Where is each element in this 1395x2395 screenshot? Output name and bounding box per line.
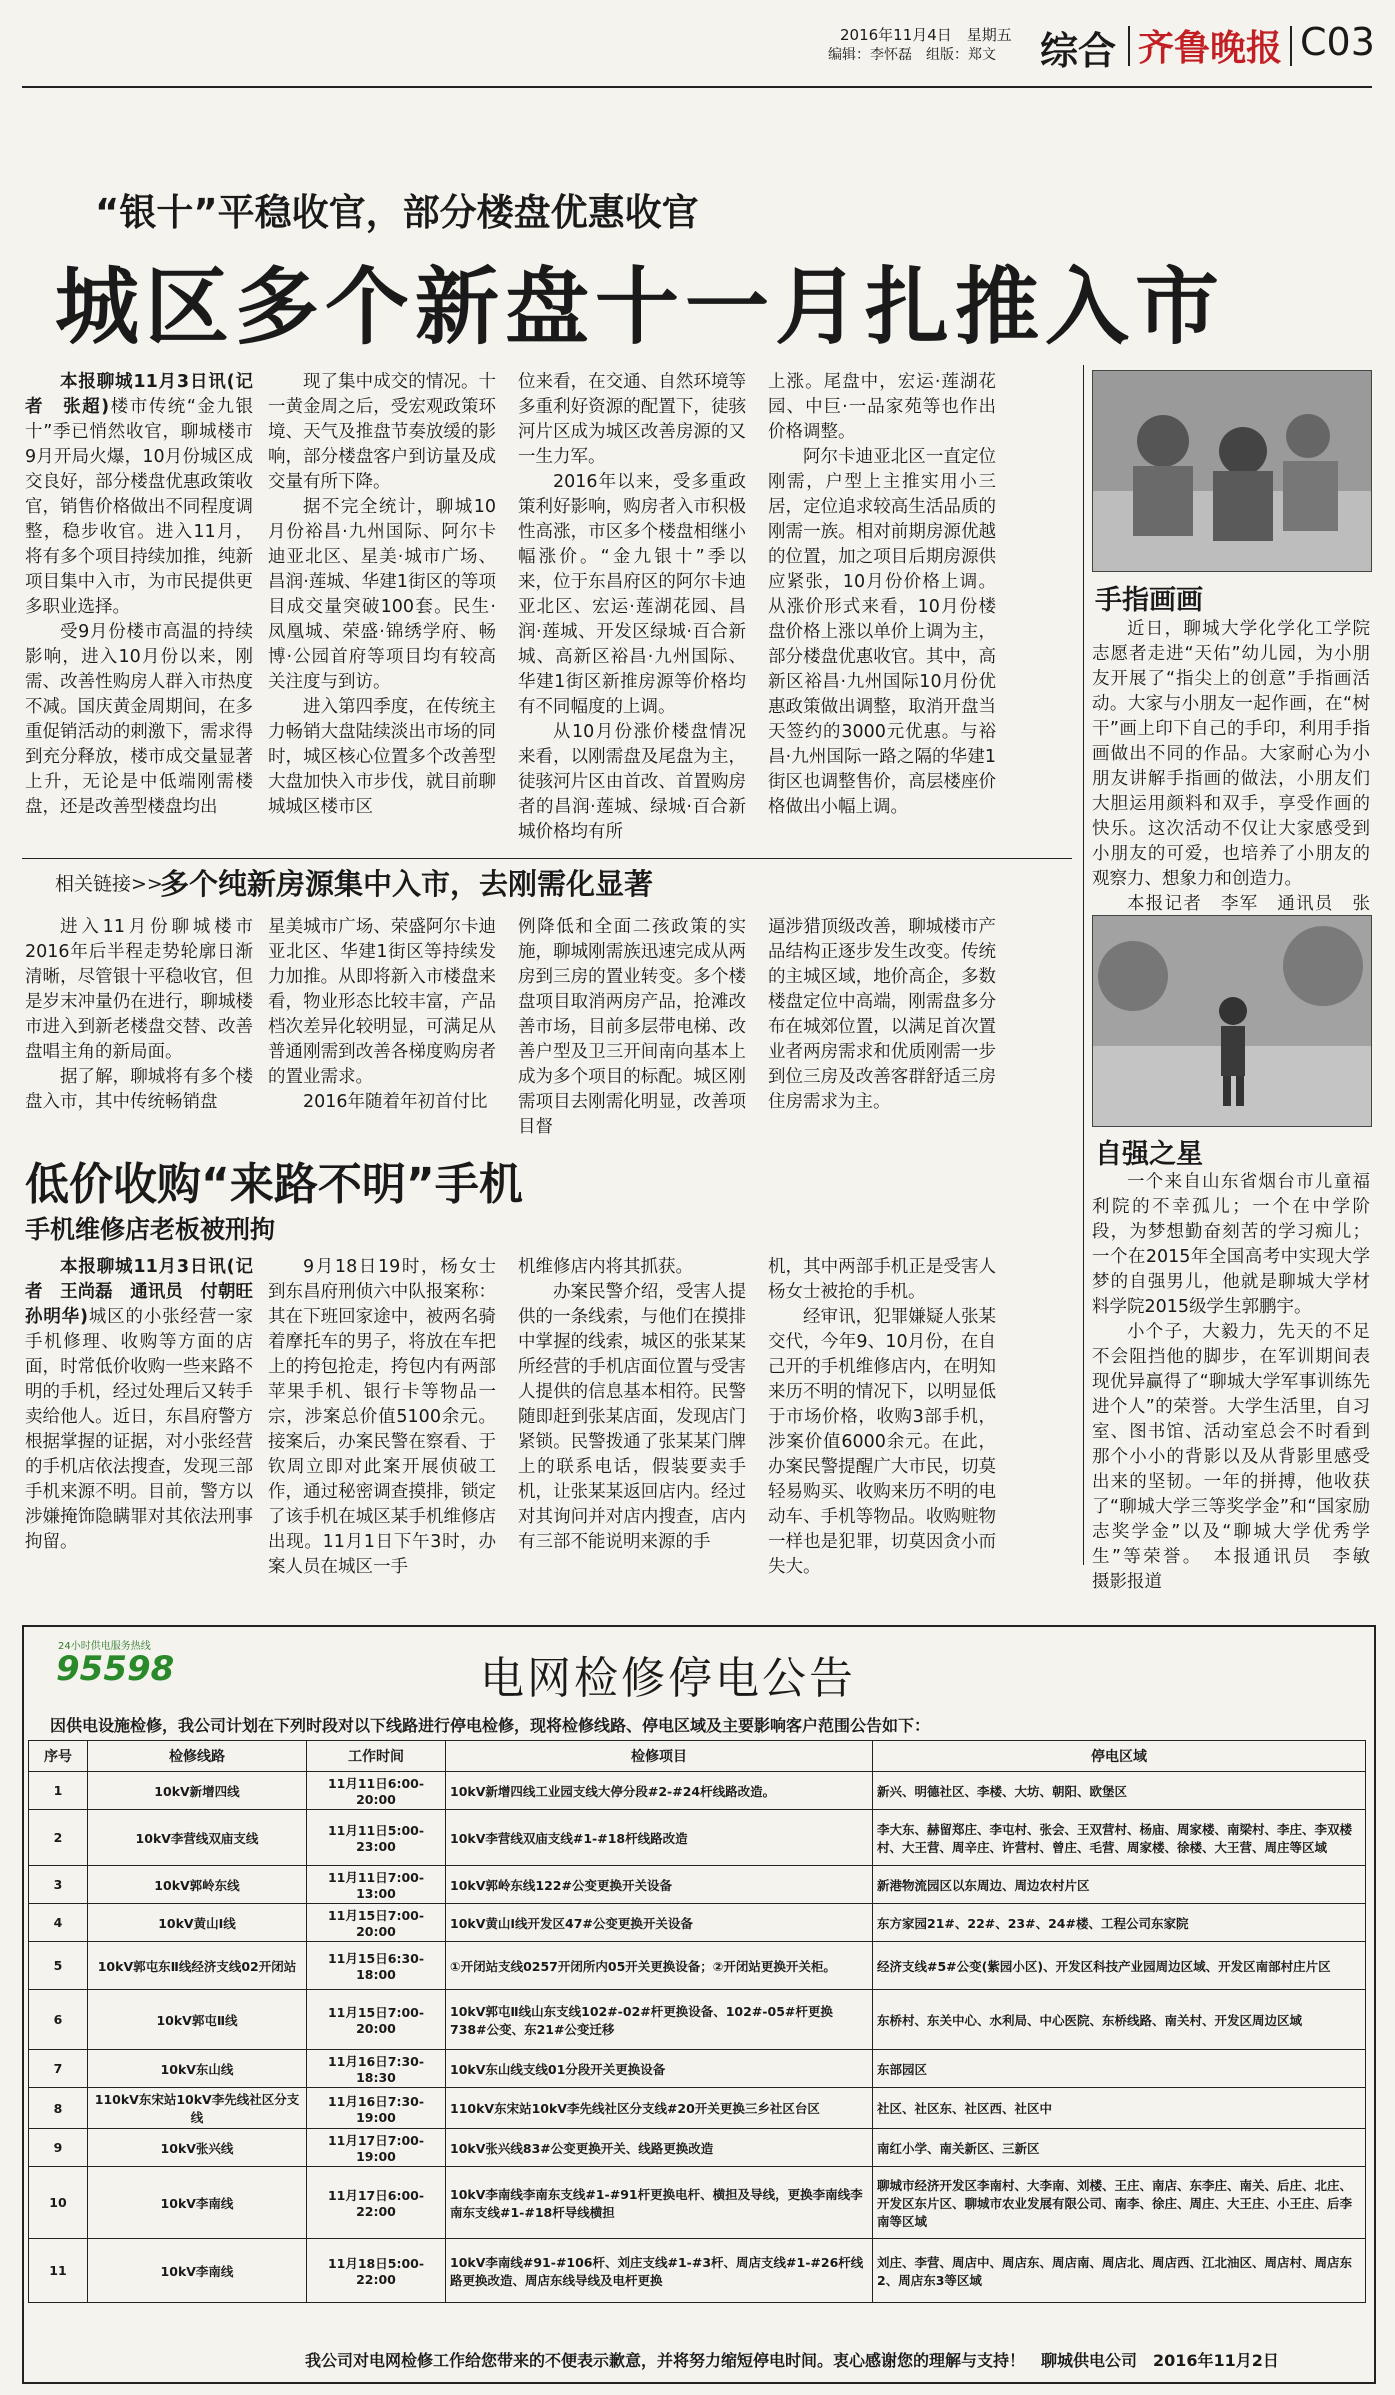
maintenance-item: 10kV李营线双庙支线#1-#18杆线路改造 [446,1810,873,1866]
lead-byline: 本报聊城11月3日讯(记者 张超) [25,372,253,417]
lead-headline: 城区多个新盘十一月扎推入市 [55,258,1226,356]
self-reliance-star-caption: 一个来自山东省烟台市儿童福利院的不幸孤儿；一个在中学阶段，为梦想勤奋刻苦的学习痴儿；一个在2015年全国高考中实现大学梦的自强男儿，他就是聊城大学材料学院2015级学生郭鹏宇。 小个子，大毅力，先天的不足不会阻挡他的脚步，在军训期间表现优异赢得了“聊城大学军事训练先进个人”的荣誉。大学生活里，自习室、图书馆、活动室总会不时看到那个小小的背影以及从背影里感受出来的坚韧。一年的拼搏，他收获了“聊城大学三等奖学金”和“国家励志奖学金”以及“聊城大学优秀学生”等荣誉。 本报通讯员 李敏 摄影报道 [1092,1172,1388,1592]
related-link-tag: 相关链接>> [55,873,163,895]
section-rule [22,858,1072,859]
work-time: 11月11日7:00-13:00 [307,1866,446,1904]
row-number: 5 [29,1942,88,1990]
self-reliance-star-photo [1092,915,1372,1127]
maintenance-item: 10kV郭岭东线122#公变更换开关设备 [446,1866,873,1904]
work-time: 11月15日7:00-20:00 [307,1904,446,1942]
lead-column-2: 现了集中成交的情况。十一黄金周之后，受宏观政策环境、天气及推盘节奏放缓的影响，部分楼盘客户到访量及成交量有所下降。 据不完全统计，聊城10月份裕昌·九州国际、阿尔卡迪亚北区、星美·城市广场、昌润·莲城、华建1街区的等项目成交量突破100套。民生·凤凰城、荣盛·锦绣学府、畅博·公园首府等项目均有较高关注度与到访。 进入第四季度，在传统主力畅销大盘陆续淡出市场的同时，城区核心位置多个改善型大盘加快入市步伐，就目前聊城城区楼市区 [268,372,496,817]
work-time: 11月11日5:00-23:00 [307,1810,446,1866]
outage-table-row [29,1990,1366,2050]
phone-byline: 本报聊城11月3日讯(记者 王尚磊 通讯员 付朝旺 孙明华) [25,1257,271,1327]
notice-title: 电网检修停电公告 [480,1653,856,1704]
finger-painting-title: 手指画画 [1095,585,1203,616]
outage-area: 东桥村、东关中心、水利局、中心医院、东桥线路、南关村、开发区周边区域 [873,1990,1366,2050]
phone-story-headline: 低价收购“来路不明”手机 [25,1159,523,1210]
maintenance-item: ①开闭站支线0257开闭所内05开关更换设备；②开闭站更换开关柜。 [446,1942,873,1990]
row-number: 11 [29,2239,88,2303]
power-hotline-logo: 24小时供电服务热线 95598 [56,1641,175,1689]
row-number: 3 [29,1866,88,1904]
finger-painting-photo [1092,370,1372,572]
outage-table-header: 序号 检修线路 工作时间 检修项目 停电区域 [29,1741,1366,1772]
maintenance-line: 10kV李南线 [88,2167,307,2239]
outage-table-row [29,2088,1366,2129]
row-number: 9 [29,2129,88,2167]
maintenance-item: 10kV东山线支线01分段开关更换设备 [446,2050,873,2088]
maintenance-item: 110kV东宋站10kV李先线社区分支线#20开关更换三乡社区台区 [446,2088,873,2129]
outage-table-row [29,1772,1366,1810]
newspaper-brand: 齐鲁晚报 [1138,27,1283,69]
maintenance-item: 10kV郭屯Ⅱ线山东支线102#-02#杆更换设备、102#-05#杆更换738#公变、东21#公变迁移 [446,1990,873,2050]
work-time: 11月17日6:00-22:00 [307,2167,446,2239]
notice-intro: 因供电设施检修，我公司计划在下列时段对以下线路进行停电检修，现将检修线路、停电区域及主要影响客户范围公告如下： [50,1716,931,1735]
outage-table-row [29,2129,1366,2167]
outage-table-row [29,2239,1366,2303]
lead-column-4: 上涨。尾盘中，宏运·莲湖花园、中巨·一品家苑等也作出价格调整。 阿尔卡迪亚北区一直定位刚需，户型上主推实用小三居，定位追求较高生活品质的刚需一族。相对前期房源优越的位置，加之项目后期房源供应紧张，10月份价格上调。从涨价形式来看，10月份楼盘价格上涨以单价上调为主，部分楼盘优惠收官。其中，高新区裕昌·九州国际10月份优惠政策做出调整，取消开盘当天签约的3000元优惠。与裕昌·九州国际一路之隔的华建1街区也调整售价，高层楼座价格做出小幅上调。 [768,372,996,817]
phone-column-4: 机，其中两部手机正是受害人杨女士被抢的手机。 经审讯，犯罪嫌疑人张某交代，今年9、10月份，在自己开的手机维修店内，在明知来历不明的情况下，以明显低于市场价格，收购3部手机，涉案价值6000余元。在此，办案民警提醒广大市民，切莫轻易购买、收购来历不明的电动车、手机等物品。收购赃物一样也是犯罪，切莫因贪小而失大。 [768,1257,996,1577]
phone-column-2: 9月18日19时，杨女士到东昌府刑侦六中队报案称：其在下班回家途中，被两名骑着摩托车的男子，将放在车把上的挎包抢走，挎包内有两部苹果手机、银行卡等物品一宗，涉案总价值5100余元。接案后，办案民警在察看、于钦周立即对此案开展侦破工作，通过秘密调查摸排，锁定了该手机在城区某手机维修店出现。11月1日下午3时，办案人员在城区一手 [268,1257,496,1577]
related-column-3: 例降低和全面二孩政策的实施，聊城刚需族迅速完成从两房到三房的置业转变。多个楼盘项目取消两房产品，抢滩改善市场，目前多层带电梯、改善户型及卫三开间南向基本上成为多个项目的标配。城区刚需项目去刚需化明显，改善项目督 [518,917,746,1137]
page-number: C03 [1300,20,1375,64]
maintenance-item: 10kV李南线#91-#106杆、刘庄支线#1-#3杆、周店支线#1-#26杆线路更换改造、周店东线导线及电杆更换 [446,2239,873,2303]
outage-table [28,1740,1366,2303]
section-name: 综合 [1040,29,1117,73]
work-time: 11月11日6:00-20:00 [307,1772,446,1810]
student-walking-illustration [1093,916,1371,1126]
maintenance-item: 10kV新增四线工业园支线大停分段#2-#24杆线路改造。 [446,1772,873,1810]
maintenance-line: 10kV郭岭东线 [88,1866,307,1904]
row-number: 7 [29,2050,88,2088]
lead-column-3: 位来看，在交通、自然环境等多重利好资源的配置下，徒骇河片区成为城区改善房源的又一生力军。 2016年以来，受多重政策利好影响，购房者入市积极性高涨，市区多个楼盘相继小幅涨价。“金九银十”季以来，位于东昌府区的阿尔卡迪亚北区、宏运·莲湖花园、昌润·莲城、开发区绿城·百合新城、高新区裕昌·九州国际、华建1街区新推房源等价格均有不同幅度的上调。 从10月份涨价楼盘情况来看，以刚需盘及尾盘为主，徒骇河片区由首改、首置购房者的昌润·莲城、绿城·百合新城价格均有所 [518,372,746,842]
maintenance-line: 10kV李南线 [88,2239,307,2303]
outage-table-row [29,1942,1366,1990]
notice-footer: 我公司对电网检修工作给您带来的不便表示歉意，并将努力缩短停电时间。衷心感谢您的理解与支持！ 聊城供电公司 2016年11月2日 [305,2351,1279,2370]
work-time: 11月16日7:30-18:30 [307,2050,446,2088]
related-headline: 多个纯新房源集中入市，去刚需化显著 [160,867,654,901]
lead-column-1: 本报聊城11月3日讯(记者 张超)楼市传统“金九银十”季已悄然收官，聊城楼市9月开局火爆，10月份城区成交良好，部分楼盘优惠政策收官，销售价格做出不同程度调整，稳步收官。进入11月，将有多个项目持续加推，纯新项目集中入市，为市民提供更多职业选择。 受9月份楼市高温的持续影响，进入10月份以来，刚需、改善性购房人群入市热度不减。国庆黄金周期间，在多重促销活动的刺激下，需求得到充分释放，楼市成交量显著上升，无论是中低端刚需楼盘，还是改善型楼盘均出 [25,372,253,817]
maintenance-line: 10kV新增四线 [88,1772,307,1810]
issue-date: 2016年11月4日 星期五 [840,26,1012,44]
related-column-1: 进入11月份聊城楼市2016年后半程走势轮廓日渐清晰，尽管银十平稳收官，但是岁末冲量仍在进行，聊城楼市进入到新老楼盘交替、改善盘唱主角的新局面。 据了解，聊城将有多个楼盘入市，其中传统畅销盘 [25,917,253,1112]
children-painting-illustration [1093,371,1371,571]
row-number: 6 [29,1990,88,2050]
work-time: 11月16日7:30-19:00 [307,2088,446,2129]
work-time: 11月15日6:30-18:00 [307,1942,446,1990]
outage-area: 刘庄、李营、周店中、周店东、周店南、周店北、周店西、江北油区、周店村、周店东2、周店东3等区域 [873,2239,1366,2303]
outage-area: 南红小学、南关新区、三新区 [873,2129,1366,2167]
maintenance-line: 10kV东山线 [88,2050,307,2088]
phone-story-subheadline: 手机维修店老板被刑拘 [25,1215,276,1244]
maintenance-line: 10kV郭屯东Ⅱ线经济支线02开闭站 [88,1942,307,1990]
outage-area: 聊城市经济开发区李南村、大李南、刘楼、王庄、南店、东李庄、南关、后庄、北庄、开发区东片区、聊城市农业发展有限公司、南李、徐庄、周庄、大王庄、小王庄、后李南等区域 [873,2167,1366,2239]
maintenance-item: 10kV张兴线83#公变更换开关、线路更换改造 [446,2129,873,2167]
row-number: 2 [29,1810,88,1866]
header-rule [22,86,1372,88]
maintenance-line: 10kV黄山I线 [88,1904,307,1942]
related-column-4: 逼涉猎顶级改善，聊城楼市产品结构正逐步发生改变。传统的主城区域，地价高企，多数楼盘定位中高端，刚需盘多分布在城郊位置，以满足首次置业者两房需求和优质刚需一步到位三房及改善客群舒适三房住房需求为主。 [768,917,996,1112]
work-time: 11月18日5:00-22:00 [307,2239,446,2303]
outage-area: 社区、社区东、社区西、社区中 [873,2088,1366,2129]
row-number: 8 [29,2088,88,2129]
header-divider [1290,26,1292,66]
row-number: 4 [29,1904,88,1942]
lead-kicker: “银十”平稳收官，部分楼盘优惠收官 [95,191,699,234]
row-number: 10 [29,2167,88,2239]
maintenance-line: 10kV郭屯Ⅱ线 [88,1990,307,2050]
finger-painting-credit: 本报记者 李军 通讯员 张 [1127,894,1370,914]
work-time: 11月15日7:00-20:00 [307,1990,446,2050]
maintenance-line: 10kV张兴线 [88,2129,307,2167]
outage-area: 东部园区 [873,2050,1366,2088]
finger-painting-caption: 近日，聊城大学化学化工学院志愿者走进“天佑”幼儿园，为小朋友开展了“指尖上的创意”手指画活动。大家与小朋友一起作画，在“树干”画上印下自己的手印，利用手指画做出不同的作品。大家耐心为小朋友讲解手指画的做法，小朋友们大胆运用颜料和双手，享受作画的快乐。这次活动不仅让大家感受到小朋友的可爱，也培养了小朋友的观察力、想象力和创造力。 本报记者 李军 通讯员 张 [1092,617,1370,942]
editor-credit: 编辑：李怀磊 组版：郑文 [828,47,996,63]
maintenance-line: 110kV东宋站10kV李先线社区分支线 [88,2088,307,2129]
outage-area: 新港物流园区以东周边、周边农村片区 [873,1866,1366,1904]
header-divider [1128,26,1130,66]
column-divider [1083,365,1084,1565]
outage-area: 经济支线#5#公变(紫园小区)、开发区科技产业园周边区域、开发区南部村庄片区 [873,1942,1366,1990]
outage-table-row [29,1810,1366,1866]
outage-area: 新兴、明德社区、李楼、大坊、朝阳、欧堡区 [873,1772,1366,1810]
outage-table-row [29,2050,1366,2088]
phone-column-1: 本报聊城11月3日讯(记者 王尚磊 通讯员 付朝旺 孙明华)城区的小张经营一家手机修理、收购等方面的店面，时常低价收购一些来路不明的手机，经过处理后又转手卖给他人。近日，东昌府警方根据掌握的证据，对小张经营的手机店依法搜查，发现三部手机来源不明。目前，警方以涉嫌掩饰隐瞒罪对其依法刑事拘留。 [25,1257,271,1552]
outage-table-row [29,1866,1366,1904]
outage-table-row [29,2167,1366,2239]
maintenance-line: 10kV李营线双庙支线 [88,1810,307,1866]
work-time: 11月17日7:00-19:00 [307,2129,446,2167]
outage-table-row [29,1904,1366,1942]
maintenance-item: 10kV李南线李南东支线#1-#91杆更换电杆、横担及导线，更换李南线李南东支线#1-#18杆导线横担 [446,2167,873,2239]
outage-area: 东方家园21#、22#、23#、24#楼、工程公司东家院 [873,1904,1366,1942]
maintenance-item: 10kV黄山I线开发区47#公变更换开关设备 [446,1904,873,1942]
row-number: 1 [29,1772,88,1810]
outage-area: 李大东、赫留郑庄、李屯村、张会、王双营村、杨庙、周家楼、南梁村、李庄、李双楼村、大王营、周辛庄、许营村、曾庄、毛营、周家楼、徐楼、大王营、周庄等区域 [873,1810,1366,1866]
phone-column-3: 机维修店内将其抓获。 办案民警介绍，受害人提供的一条线索，与他们在摸排中掌握的线索，城区的张某某所经营的手机店面位置与受害人提供的信息基本相符。民警随即赶到张某店面，发现店门紧锁。民警拨通了张某某门牌上的联系电话，假装要卖手机，让张某某返回店内。经过对其询问并对店内搜查，店内有三部不能说明来源的手 [518,1257,746,1552]
related-column-2: 星美城市广场、荣盛阿尔卡迪亚北区、华建1街区等持续发力加推。从即将新入市楼盘来看，物业形态比较丰富，产品档次差异化较明显，可满足从普通刚需到改善各梯度购房者的置业需求。 2016年随着年初首付比 [268,917,496,1112]
self-reliance-star-title: 自强之星 [1095,1139,1203,1170]
